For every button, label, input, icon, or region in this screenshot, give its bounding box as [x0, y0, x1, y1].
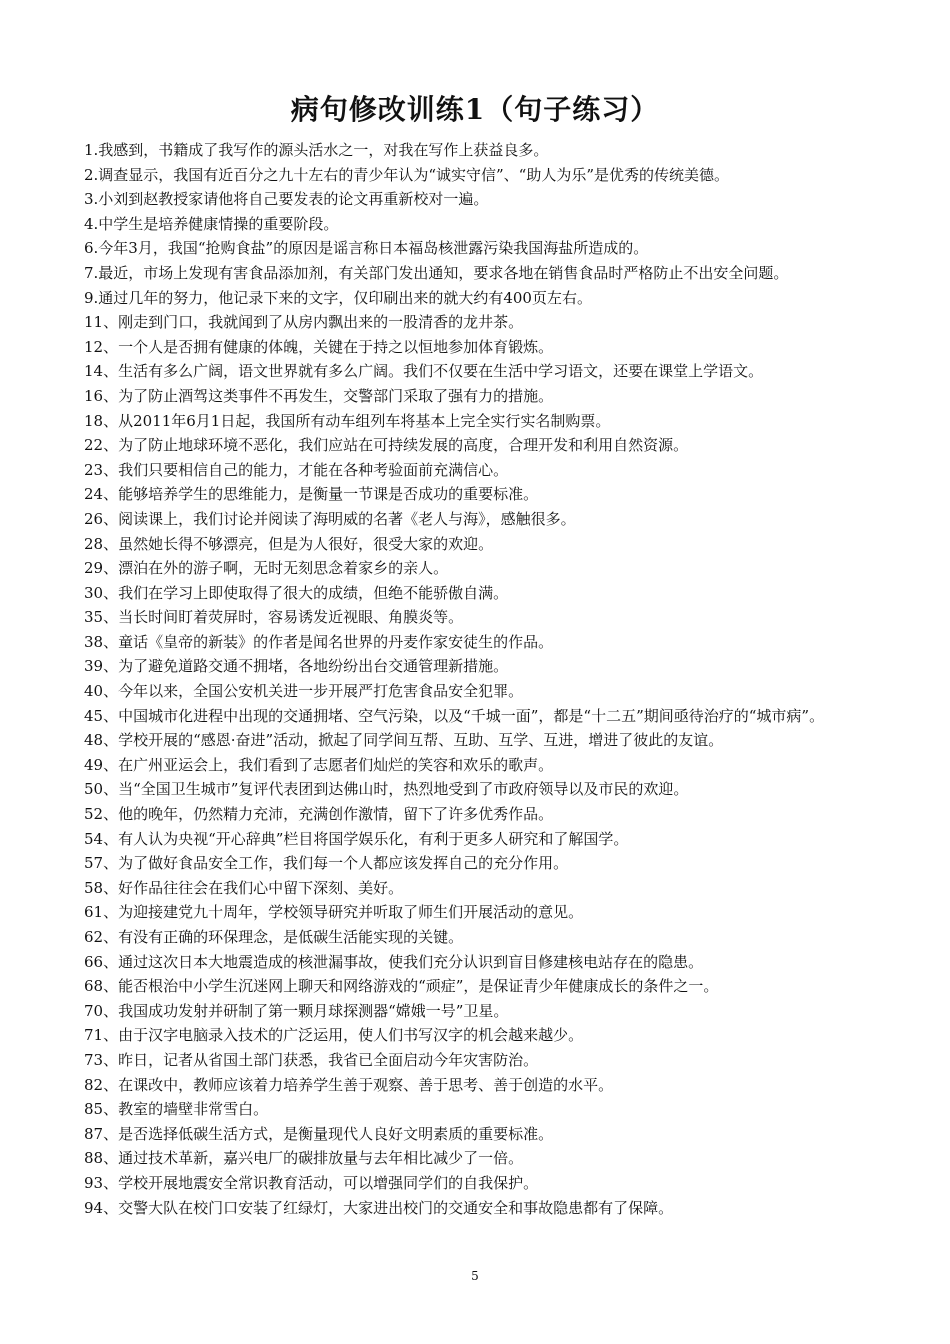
sentence-item: 29、漂泊在外的游子啊，无时无刻思念着家乡的亲人。: [84, 559, 449, 578]
sentence-item: 58、好作品往往会在我们心中留下深刻、美好。: [84, 878, 404, 897]
sentence-item: 49、在广州亚运会上，我们看到了志愿者们灿烂的笑容和欢乐的歌声。: [84, 755, 554, 774]
sentence-item: 38、童话《皇帝的新装》的作者是闻名世界的丹麦作家安徒生的作品。: [84, 632, 554, 651]
sentence-item: 28、虽然她长得不够漂亮，但是为人很好，很受大家的欢迎。: [84, 534, 494, 553]
sentence-item: 87、是否选择低碳生活方式，是衡量现代人良好文明素质的重要标准。: [84, 1124, 554, 1143]
sentence-item: 66、通过这次日本大地震造成的核泄漏事故，使我们充分认识到盲目修建核电站存在的隐患。: [84, 952, 704, 971]
sentence-item: 82、在课改中，教师应该着力培养学生善于观察、善于思考、善于创造的水平。: [84, 1075, 614, 1094]
sentence-item: 88、通过技术革新，嘉兴电厂的碳排放量与去年相比减少了一倍。: [84, 1149, 524, 1168]
sentence-item: 94、交警大队在校门口安装了红绿灯，大家进出校门的交通安全和事故隐患都有了保障。: [84, 1198, 674, 1217]
sentence-item: 2.调查显示，我国有近百分之九十左右的青少年认为“诚实守信”、“助人为乐”是优秀的传统美德。: [84, 165, 729, 184]
sentence-item: 9.通过几年的努力，他记录下来的文字，仅印刷出来的就大约有400页左右。: [84, 288, 592, 307]
sentence-item: 61、为迎接建党九十周年，学校领导研究并听取了师生们开展活动的意见。: [84, 903, 584, 922]
sentence-item: 6.今年3月，我国“抢购食盐”的原因是谣言称日本福岛核泄露污染我国海盐所造成的。: [84, 239, 649, 258]
sentence-item: 3.小刘到赵教授家请他将自己要发表的论文再重新校对一遍。: [84, 190, 489, 209]
sentence-item: 35、当长时间盯着荧屏时，容易诱发近视眼、角膜炎等。: [84, 608, 464, 627]
sentence-item: 12、一个人是否拥有健康的体魄，关键在于持之以恒地参加体育锻炼。: [84, 337, 554, 356]
sentence-item: 30、我们在学习上即使取得了很大的成绩，但绝不能骄傲自满。: [84, 583, 509, 602]
sentence-item: 23、我们只要相信自己的能力，才能在各种考验面前充满信心。: [84, 460, 509, 479]
sentence-item: 39、为了避免道路交通不拥堵，各地纷纷出台交通管理新措施。: [84, 657, 509, 676]
sentence-item: 52、他的晚年，仍然精力充沛，充满创作激情，留下了许多优秀作品。: [84, 805, 554, 824]
page-number: 5: [471, 1269, 479, 1283]
sentence-item: 73、昨日，记者从省国土部门获悉，我省已全面启动今年灾害防治。: [84, 1050, 539, 1069]
sentence-item: 93、学校开展地震安全常识教育活动，可以增强同学们的自我保护。: [84, 1173, 539, 1192]
sentence-item: 40、今年以来，全国公安机关进一步开展严打危害食品安全犯罪。: [84, 682, 524, 701]
sentence-item: 11、刚走到门口，我就闻到了从房内飘出来的一股清香的龙井茶。: [84, 313, 524, 332]
sentence-item: 68、能否根治中小学生沉迷网上聊天和网络游戏的“顽症”，是保证青少年健康成长的条件之一。: [84, 977, 719, 996]
page-title: 病句修改训练1（句子练习）: [290, 93, 660, 126]
sentence-item: 57、为了做好食品安全工作，我们每一个人都应该发挥自己的充分作用。: [84, 854, 569, 873]
sentence-item: 4.中学生是培养健康情操的重要阶段。: [84, 214, 339, 233]
sentence-item: 22、为了防止地球环境不恶化，我们应站在可持续发展的高度，合理开发和利用自然资源。: [84, 436, 689, 455]
sentence-item: 18、从2011年6月1日起，我国所有动车组列车将基本上完全实行实名制购票。: [84, 411, 611, 430]
sentence-item: 50、当“全国卫生城市”复评代表团到达佛山时，热烈地受到了市政府领导以及市民的欢迎。: [84, 780, 689, 799]
sentence-item: 26、阅读课上，我们讨论并阅读了海明威的名著《老人与海》，感触很多。: [84, 509, 576, 528]
sentence-item: 71、由于汉字电脑录入技术的广泛运用，使人们书写汉字的机会越来越少。: [84, 1026, 584, 1045]
sentence-item: 70、我国成功发射并研制了第一颗月球探测器“嫦娥一号”卫星。: [84, 1001, 509, 1020]
sentence-item: 1.我感到，书籍成了我写作的源头活水之一，对我在写作上获益良多。: [84, 141, 549, 159]
sentence-item: 16、为了防止酒驾这类事件不再发生，交警部门采取了强有力的措施。: [84, 386, 554, 405]
sentence-item: 48、学校开展的“感恩·奋进”活动，掀起了同学间互帮、互助、互学、互进，增进了彼此的友谊。: [84, 731, 724, 750]
sentence-list: [84, 138, 884, 1220]
sentence-item: 7.最近，市场上发现有害食品添加剂，有关部门发出通知，要求各地在销售食品时严格防止不出安全问题。: [84, 263, 789, 282]
sentence-item: 14、生活有多么广阔，语文世界就有多么广阔。我们不仅要在生活中学习语文，还要在课堂上学语文。: [84, 362, 764, 381]
sentence-item: 85、教室的墙壁非常雪白。: [84, 1100, 269, 1119]
sentence-item: 62、有没有正确的环保理念，是低碳生活能实现的关键。: [84, 928, 464, 946]
sentence-item: 24、能够培养学生的思维能力，是衡量一节课是否成功的重要标准。: [84, 485, 539, 504]
sentence-item: 45、中国城市化进程中出现的交通拥堵、空气污染，以及“千城一面”，都是“十二五”期间亟待治疗的“城市病”。: [84, 706, 825, 725]
sentence-item: 54、有人认为央视“开心辞典”栏目将国学娱乐化，有利于更多人研究和了解国学。: [84, 829, 629, 848]
